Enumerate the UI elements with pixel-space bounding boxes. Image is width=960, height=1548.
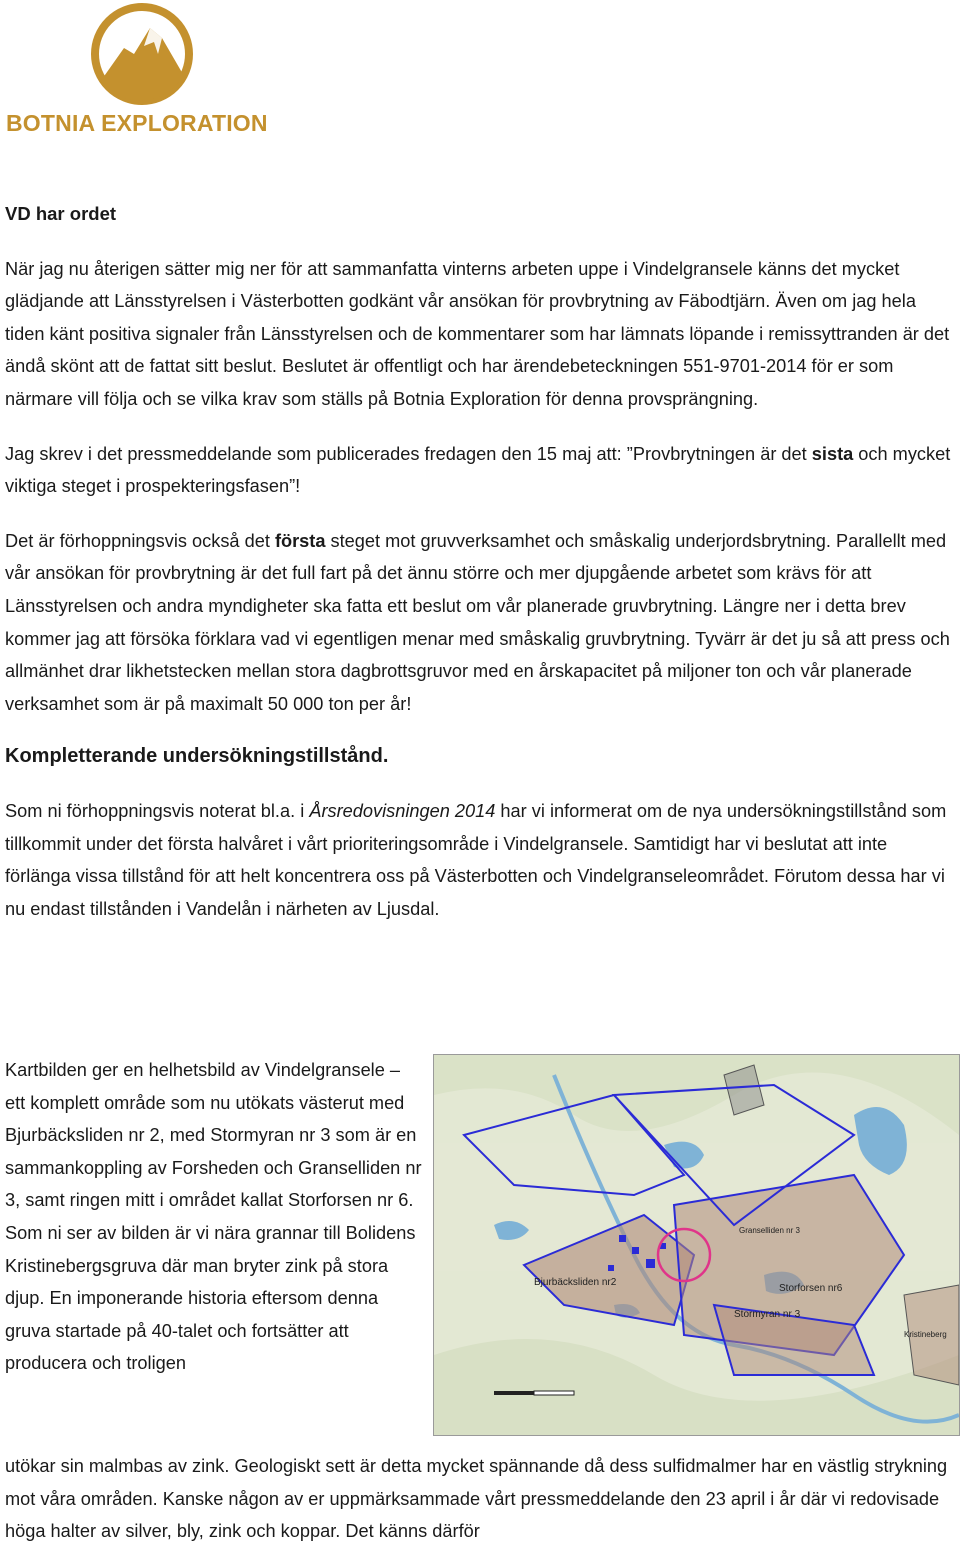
company-logo	[4, 0, 276, 140]
document-body	[5, 198, 957, 925]
paragraph-5-end: utökar sin malmbas av zink. Geologiskt sett är detta mycket spännande då dess sulfidmalmer har en västlig strykning mot våra områden. Kanske någon av er uppmärksammade vårt pressmeddelande den 23 april i år där vi redovisade höga halter av silver, bly, zink och koppar. Det känns därför	[5, 1456, 948, 1542]
map-label: Bjurbäcksliden nr2	[534, 1277, 617, 1288]
area-map	[433, 1054, 960, 1436]
map-label: Granselliden nr 3	[739, 1226, 800, 1235]
paragraph-3: Det är förhoppningsvis också det första steget mot gruvverksamhet och småskalig underjordsbrytning. Parallellt med vår ansökan för provbrytning är det full fart på det ännu större och mer djupgående arbetet som krävs för att Länsstyrelsen och andra myndigheter ska fatta ett beslut om vår planerade gruvbrytning. Längre ner i detta brev kommer jag att försöka förklara vad vi egentligen menar med småskalig gruvbrytning. Tyvärr är det ju så att press och allmänhet drar likhetstecken mellan stora dagbrottsgruvor med en årskapacitet på miljoner ton och vår planerade verksamhet som är på maximalt 50 000 ton per år!	[5, 530, 950, 714]
paragraph-5: Kartbilden ger en helhetsbild av Vindelgransele – ett komplett område som nu utökats västerut med Bjurbäcksliden nr 2, med Stormyran nr 3 som är en sammankoppling av Forsheden och Granselliden nr 3, samt ringen mitt i området kallat Storforsen nr 6. Som ni ser av bilden är vi nära grannar till Bolidens Kristinebergsgruva där man bryter zink på stora djup. En imponerande historia eftersom denna gruva startade på 40-talet och fortsätter att producera och troligen	[5, 1060, 422, 1374]
scale-bar	[494, 1391, 574, 1395]
map-label: Stormyran nr 3	[734, 1309, 801, 1320]
map-label: Storforsen nr6	[779, 1283, 843, 1294]
paragraph-1: När jag nu återigen sätter mig ner för att sammanfatta vinterns arbeten uppe i Vindelgransele känns det mycket glädjande att Länsstyrelsen i Västerbotten godkänt vår ansökan för provbrytning av Fäbodtjärn. Även om jag hela tiden känt positiva signaler från Länsstyrelsen och de kommentarer som har lämnats löpande i remissyttranden är det ändå skönt att de fattat sitt beslut. Beslutet är offentligt och har ärendebeteckningen 551-9701-2014 för er som närmare vill följa och se vilka krav som ställs på Botnia Exploration för denna provsprängning.	[5, 258, 950, 409]
page-heading: VD har ordet	[5, 203, 117, 224]
paragraph-2: Jag skrev i det pressmeddelande som publicerades fredagen den 15 maj att: ”Provbrytningen är det sista och mycket viktiga steget i prospekteringsfasen”!	[5, 443, 951, 497]
paragraph-4: Som ni förhoppningsvis noterat bl.a. i Årsredovisningen 2014 har vi informerat om de nya undersökningstillstånd som tillkommit under det första halvåret i vårt prioriteringsområde i Vindelgransele. Samtidigt har vi beslutat att inte förlänga vissa tillstånd för att helt koncentrera oss på Västerbotten och Vindelgranseleområdet. Förutom dessa har vi nu endast tillstånden i Vandelån i närheten av Ljusdal.	[5, 800, 947, 919]
map-label: Kristineberg	[904, 1330, 947, 1339]
map-caption-text	[5, 1054, 425, 1380]
mountain-logo-icon	[88, 2, 196, 106]
map-drawing	[434, 1055, 959, 1435]
continuation-text	[5, 1450, 957, 1548]
logo-text: BOTNIA EXPLORATION	[6, 110, 268, 136]
section-heading: Kompletterande undersökningstillstånd.	[5, 745, 389, 768]
